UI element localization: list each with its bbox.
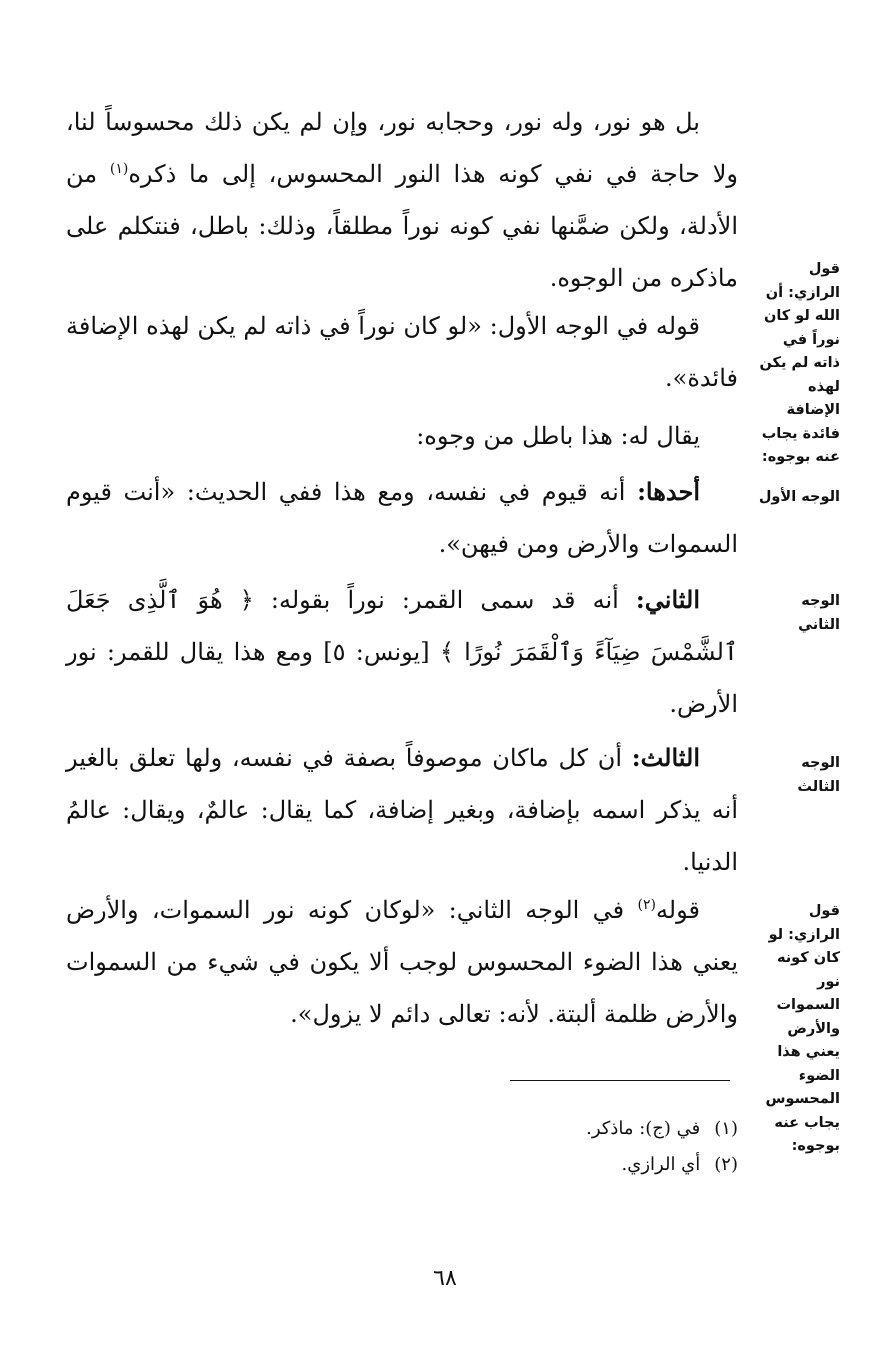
paragraph-5-lead: الثاني: [635, 585, 700, 614]
paragraph-1 [66, 96, 738, 304]
footnote-2-number: (٢) [714, 1154, 738, 1175]
footnote-ref-2: (٢) [637, 897, 656, 913]
paragraph-4-lead: أحدها: [637, 477, 700, 506]
paragraph-6-lead: الثالث: [631, 743, 700, 772]
paragraph-6-text: أن كل ماكان موصوفاً بصفة في نفسه، ولها تعلق بالغير أنه يذكر اسمه بإضافة، وبغير إضافة، كما يقال: عالمٌ، ويقال: عالمُ الدنيا. [66, 744, 738, 876]
paragraph-2-text: قوله في الوجه الأول: «لو كان نوراً في ذاته لم يكن لهذه الإضافة فائدة». [66, 312, 738, 392]
margin-note-first-aspect: الوجه الأول [758, 489, 840, 505]
margin-note-second-aspect: الوجه الثاني [798, 593, 840, 633]
paragraph-4-text: أنه قيوم في نفسه، ومع هذا ففي الحديث: «أنت قيوم السموات والأرض ومن فيهن». [66, 478, 738, 558]
page-number: ٦٨ [433, 1266, 457, 1291]
footnote-ref-1: (١) [109, 161, 129, 177]
footnote-separator [510, 1080, 730, 1081]
paragraph-3-text: يقال له: هذا باطل من وجوه: [416, 422, 700, 450]
paragraph-6 [66, 732, 738, 888]
footnote-1-text: في (ج): ماذكر. [586, 1118, 701, 1139]
paragraph-7 [66, 884, 738, 1040]
paragraph-2 [66, 300, 738, 404]
paragraph-7-text-cont: في الوجه الثاني: «لوكان كونه نور السموات، والأرض يعني هذا الضوء المحسوس لوجب ألا يكون في شيء من السموات والأرض ظلمة ألبتة. لأنه: تعالى دائم لا يزول». [66, 896, 738, 1028]
margin-note-third-aspect: الوجه الثالث [797, 755, 840, 795]
footnote-1 [66, 1114, 738, 1144]
paragraph-5 [66, 574, 738, 730]
paragraph-1-text-cont: من الأدلة، ولكن ضمَّنها نفي كونه نوراً مطلقاً، وذلك: باطل، فنتكلم على ماذكره من الوجوه. [66, 160, 738, 292]
paragraph-7-text: قوله [655, 896, 700, 924]
footnote-2 [66, 1150, 738, 1180]
margin-note-razi-1: قول الرازي: أن الله لو كان نوراً في ذاته لم يكن لهذه الإضافة فائدة يجاب عنه بوجوه: [759, 261, 840, 465]
paragraph-1-text: بل هو نور، وله نور، وحجابه نور، وإن لم يكن ذلك محسوساً لنا، ولا حاجة في نفي كونه هذا النور المحسوس، إلى ما ذكره [66, 108, 738, 188]
paragraph-3 [66, 410, 738, 462]
margin-note-razi-2: قول الرازي: لو كان كونه نور السموات والأرض يعني هذا الضوء المحسوس يجاب عنه بوجوه: [765, 903, 840, 1154]
footnote-1-number: (١) [714, 1118, 738, 1139]
footnote-2-text: أي الرازي. [621, 1154, 701, 1175]
paragraph-4 [66, 466, 738, 570]
paragraph-5-text: أنه قد سمى القمر: نوراً بقوله: ﴿ هُوَ ٱلَّذِى جَعَلَ ٱلشَّمْسَ ضِيَآءً وَٱلْقَمَرَ نُورًا ﴾ [يونس: ٥] ومع هذا يقال للقمر: نور الأرض. [66, 586, 738, 718]
